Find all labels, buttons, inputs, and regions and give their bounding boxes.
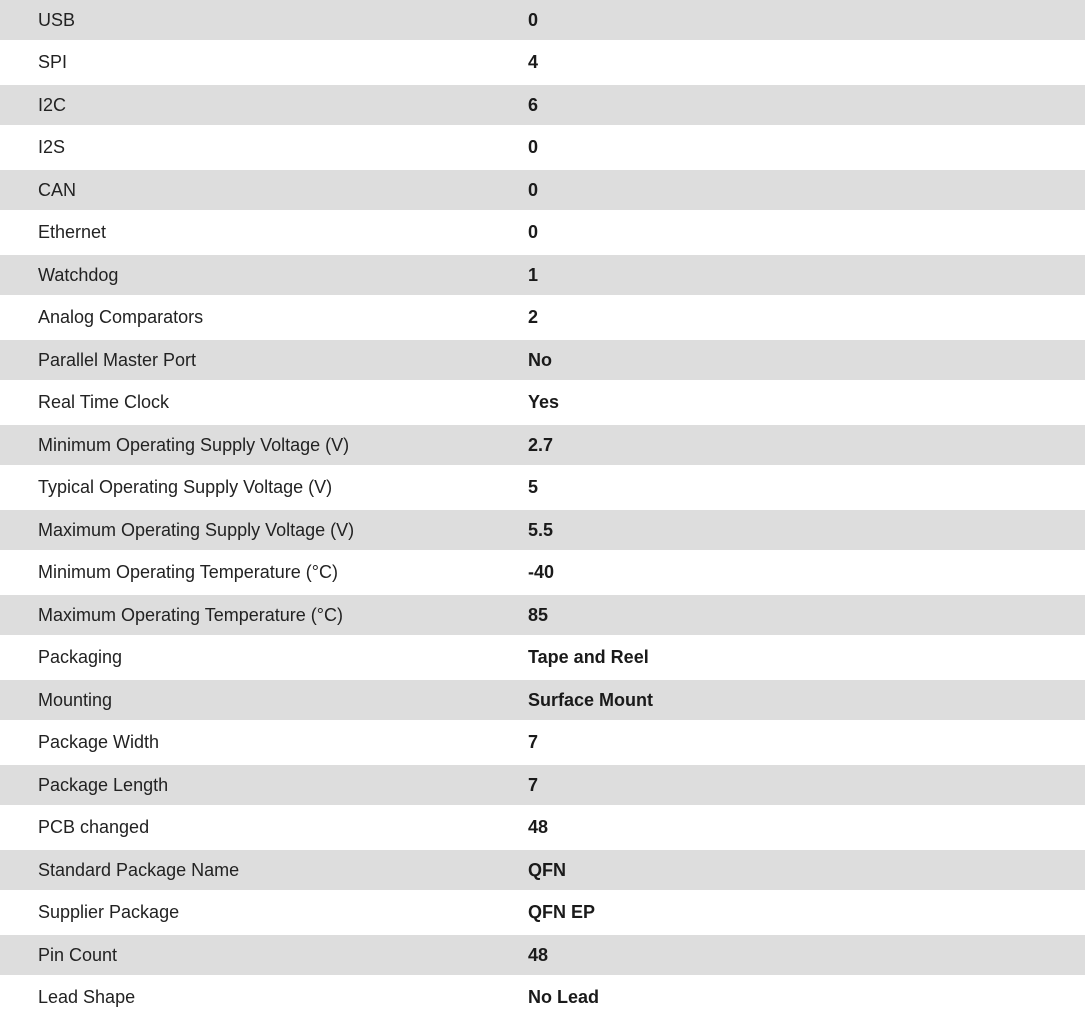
spec-row-can [0, 170, 1085, 210]
spec-value: 4 [528, 52, 539, 72]
spec-value: Surface Mount [528, 689, 654, 710]
spec-row-min-temperature [0, 550, 1085, 595]
spec-value: 5 [528, 477, 539, 497]
spec-value: 0 [528, 179, 539, 200]
spec-value: 85 [528, 604, 549, 625]
spec-label: I2S [38, 137, 66, 157]
spec-label: Real Time Clock [38, 392, 170, 412]
spec-row-i2s [0, 125, 1085, 170]
spec-label: USB [38, 9, 76, 30]
spec-label: Minimum Operating Supply Voltage (V) [38, 434, 350, 455]
spec-value: 0 [528, 222, 539, 242]
spec-label: Mounting [38, 689, 113, 710]
spec-value: QFN [528, 859, 566, 880]
spec-row-package-width [0, 720, 1085, 765]
spec-row-supplier-package [0, 890, 1085, 935]
spec-label: Supplier Package [38, 902, 180, 922]
spec-row-packaging [0, 635, 1085, 680]
spec-row-max-supply-voltage [0, 510, 1085, 550]
spec-value: 48 [528, 944, 549, 965]
spec-row-package-length [0, 765, 1085, 805]
spec-label: I2C [38, 94, 67, 115]
spec-row-typ-supply-voltage [0, 465, 1085, 510]
spec-row-i2c [0, 85, 1085, 125]
spec-row-parallel-master-port [0, 340, 1085, 380]
spec-value: QFN EP [528, 902, 596, 922]
spec-value: No [528, 349, 552, 370]
spec-value: 6 [528, 94, 539, 115]
spec-label: Package Width [38, 732, 160, 752]
spec-label: Ethernet [38, 222, 107, 242]
spec-value: 7 [528, 732, 539, 752]
spec-label: Parallel Master Port [38, 349, 197, 370]
spec-label: Minimum Operating Temperature (°C) [38, 562, 338, 582]
spec-value: 1 [528, 264, 539, 285]
spec-row-watchdog [0, 255, 1085, 295]
spec-label: Lead Shape [38, 987, 136, 1007]
spec-label: PCB changed [38, 817, 150, 837]
spec-value: 48 [528, 817, 549, 837]
spec-row-spi [0, 40, 1085, 85]
spec-label: Analog Comparators [38, 307, 204, 327]
spec-label: Pin Count [38, 944, 118, 965]
spec-label: CAN [38, 179, 77, 200]
spec-value: No Lead [528, 987, 600, 1007]
spec-value: 7 [528, 774, 539, 795]
spec-value: 5.5 [528, 519, 554, 540]
spec-row-analog-comparators [0, 295, 1085, 340]
spec-value: 2.7 [528, 434, 554, 455]
spec-row-usb [0, 0, 1085, 40]
spec-row-pcb-changed [0, 805, 1085, 850]
spec-row-mounting [0, 680, 1085, 720]
spec-label: Packaging [38, 647, 123, 667]
spec-label: Maximum Operating Supply Voltage (V) [38, 519, 355, 540]
spec-label: SPI [38, 52, 68, 72]
spec-row-ethernet [0, 210, 1085, 255]
spec-label: Package Length [38, 774, 169, 795]
spec-label: Maximum Operating Temperature (°C) [38, 604, 343, 625]
spec-value: 0 [528, 9, 539, 30]
spec-label: Standard Package Name [38, 859, 240, 880]
spec-row-real-time-clock [0, 380, 1085, 425]
spec-label: Typical Operating Supply Voltage (V) [38, 477, 333, 497]
spec-label: Watchdog [38, 264, 119, 285]
spec-value: 0 [528, 137, 539, 157]
spec-row-min-supply-voltage [0, 425, 1085, 465]
spec-value: Tape and Reel [528, 647, 649, 667]
spec-row-standard-package-name [0, 850, 1085, 890]
spec-row-max-temperature [0, 595, 1085, 635]
spec-row-lead-shape [0, 975, 1085, 1017]
spec-value: Yes [528, 392, 560, 412]
spec-value: -40 [528, 562, 555, 582]
spec-row-pin-count [0, 935, 1085, 975]
spec-value: 2 [528, 307, 539, 327]
